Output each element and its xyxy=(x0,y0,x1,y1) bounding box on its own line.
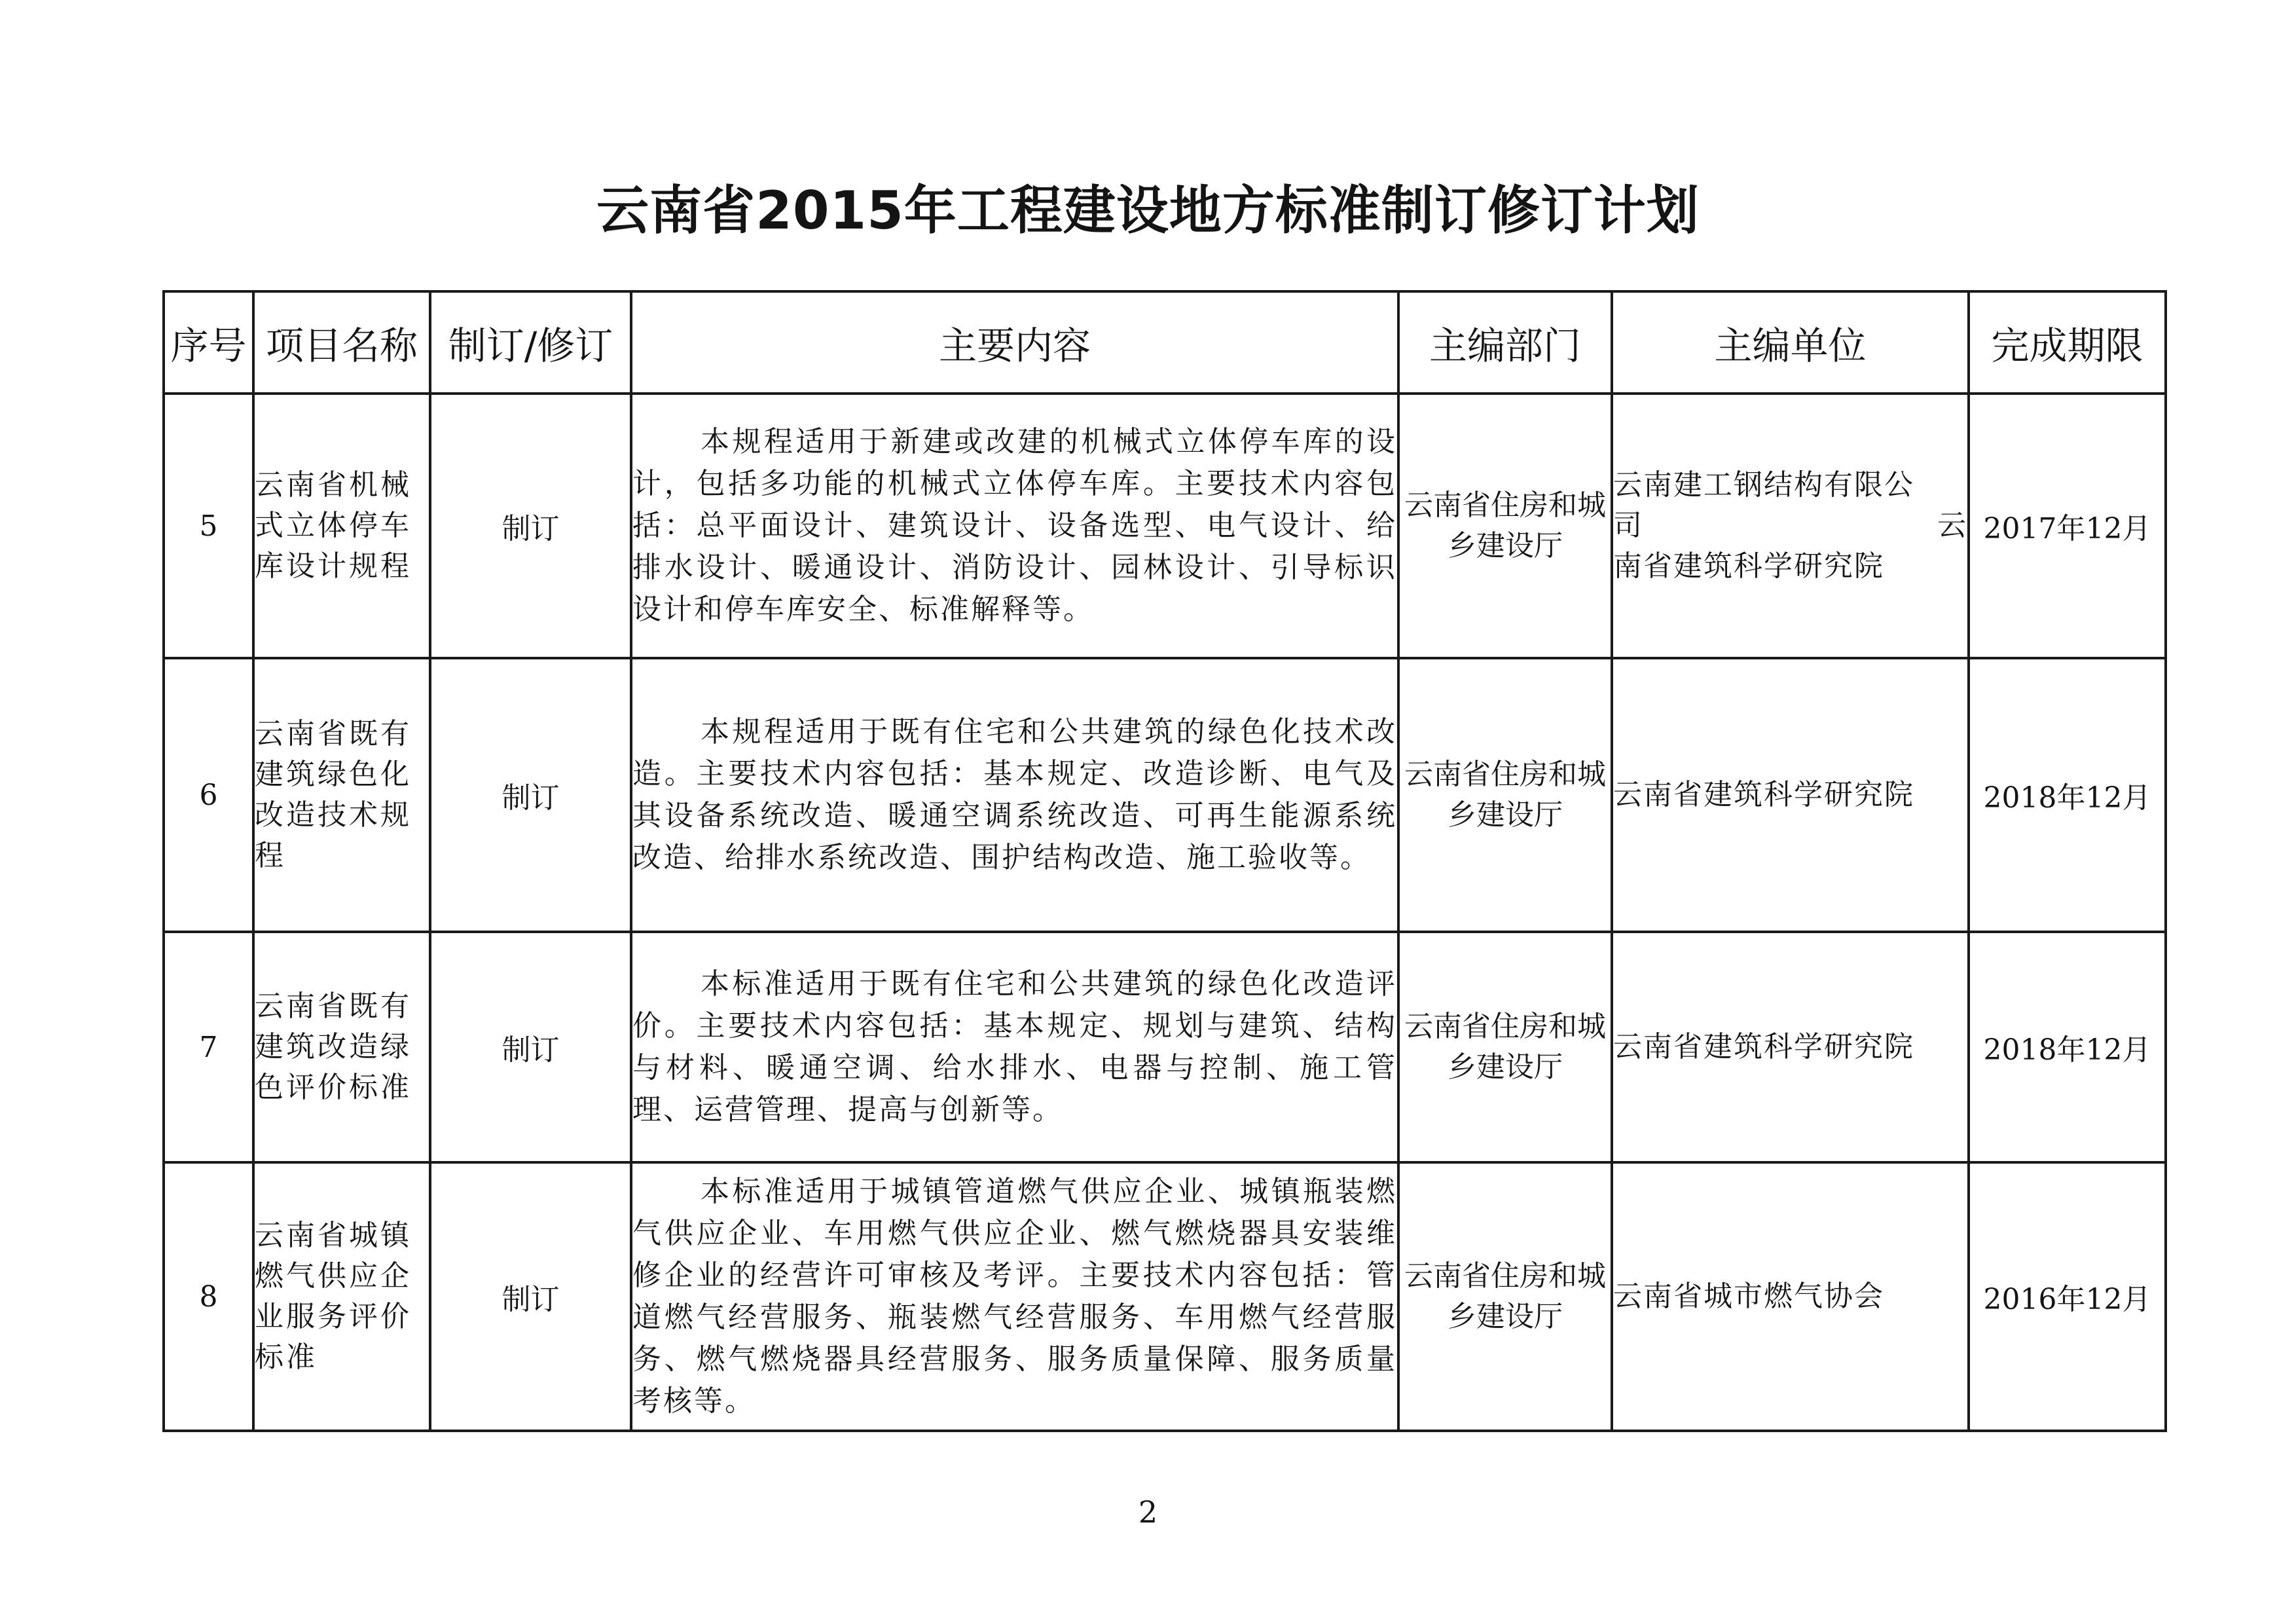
row-deadline: 2018年12月 xyxy=(1969,658,2166,932)
table-row xyxy=(164,394,2166,658)
row-department: 云南省住房和城乡建设厅 xyxy=(1398,658,1612,932)
row-unit-line: 云南建工钢结构有限公 xyxy=(1613,468,1914,502)
row-unit xyxy=(1612,394,1969,658)
row-deadline: 2017年12月 xyxy=(1969,394,2166,658)
row-index: 5 xyxy=(164,394,253,658)
table-row xyxy=(164,932,2166,1162)
row-unit-line-split xyxy=(1613,506,1967,546)
table-header-row xyxy=(164,291,2166,394)
row-type: 制订 xyxy=(430,932,631,1162)
row-content xyxy=(631,394,1398,658)
row-type: 制订 xyxy=(430,658,631,932)
header-unit: 主编单位 xyxy=(1612,291,1969,394)
row-unit-line: 南省建筑科学研究院 xyxy=(1613,549,1884,583)
page-number: 2 xyxy=(1138,1494,1158,1530)
row-index: 6 xyxy=(164,658,253,932)
row-type: 制订 xyxy=(430,394,631,658)
row-department: 云南省住房和城乡建设厅 xyxy=(1398,1162,1612,1431)
row-type: 制订 xyxy=(430,1162,631,1431)
row-content xyxy=(631,932,1398,1162)
header-index: 序号 xyxy=(164,291,253,394)
row-project-name: 云南省城镇燃气供应企业服务评价标准 xyxy=(253,1162,430,1431)
row-deadline: 2018年12月 xyxy=(1969,932,2166,1162)
row-project-name: 云南省既有建筑绿色化改造技术规程 xyxy=(253,658,430,932)
row-unit-fragment: 司 xyxy=(1613,509,1643,542)
row-content-text: 本标准适用于既有住宅和公共建筑的绿色化改造评价。主要技术内容包括：基本规定、规划与建筑、结构与材料、暖通空调、给水排水、电器与控制、施工管理、运营管理、提高与创新等。 xyxy=(632,967,1397,1126)
header-content: 主要内容 xyxy=(631,291,1398,394)
row-index: 8 xyxy=(164,1162,253,1431)
row-index: 7 xyxy=(164,932,253,1162)
row-unit: 云南省建筑科学研究院 xyxy=(1612,658,1969,932)
header-department: 主编部门 xyxy=(1398,291,1612,394)
table-row xyxy=(164,1162,2166,1431)
row-deadline: 2016年12月 xyxy=(1969,1162,2166,1431)
header-deadline: 完成期限 xyxy=(1969,291,2166,394)
standards-plan-table xyxy=(162,290,2167,1432)
header-type: 制订/修订 xyxy=(430,291,631,394)
row-content xyxy=(631,658,1398,932)
row-department: 云南省住房和城乡建设厅 xyxy=(1398,932,1612,1162)
header-project: 项目名称 xyxy=(253,291,430,394)
row-unit: 云南省城市燃气协会 xyxy=(1612,1162,1969,1431)
row-project-name: 云南省机械式立体停车库设计规程 xyxy=(253,394,430,658)
page-title: 云南省2015年工程建设地方标准制订修订计划 xyxy=(596,180,1700,241)
row-content-text: 本标准适用于城镇管道燃气供应企业、城镇瓶装燃气供应企业、车用燃气供应企业、燃气燃烧器具安装维修企业的经营许可审核及考评。主要技术内容包括：管道燃气经营服务、瓶装燃气经营服务、车用燃气经营服务、燃气燃烧器具经营服务、服务质量保障、服务质量考核等。 xyxy=(632,1175,1397,1418)
row-content xyxy=(631,1162,1398,1431)
row-unit-fragment: 云 xyxy=(1937,509,1967,542)
row-content-text: 本规程适用于新建或改建的机械式立体停车库的设计，包括多功能的机械式立体停车库。主要技术内容包括：总平面设计、建筑设计、设备选型、电气设计、给排水设计、暖通设计、消防设计、园林设计、引导标识设计和停车库安全、标准解释等。 xyxy=(632,425,1397,626)
row-content-text: 本规程适用于既有住宅和公共建筑的绿色化技术改造。主要技术内容包括：基本规定、改造诊断、电气及其设备系统改造、暖通空调系统改造、可再生能源系统改造、给排水系统改造、围护结构改造、施工验收等。 xyxy=(632,715,1397,874)
row-unit: 云南省建筑科学研究院 xyxy=(1612,932,1969,1162)
table-row xyxy=(164,658,2166,932)
row-department: 云南省住房和城乡建设厅 xyxy=(1398,394,1612,658)
row-project-name: 云南省既有建筑改造绿色评价标准 xyxy=(253,932,430,1162)
